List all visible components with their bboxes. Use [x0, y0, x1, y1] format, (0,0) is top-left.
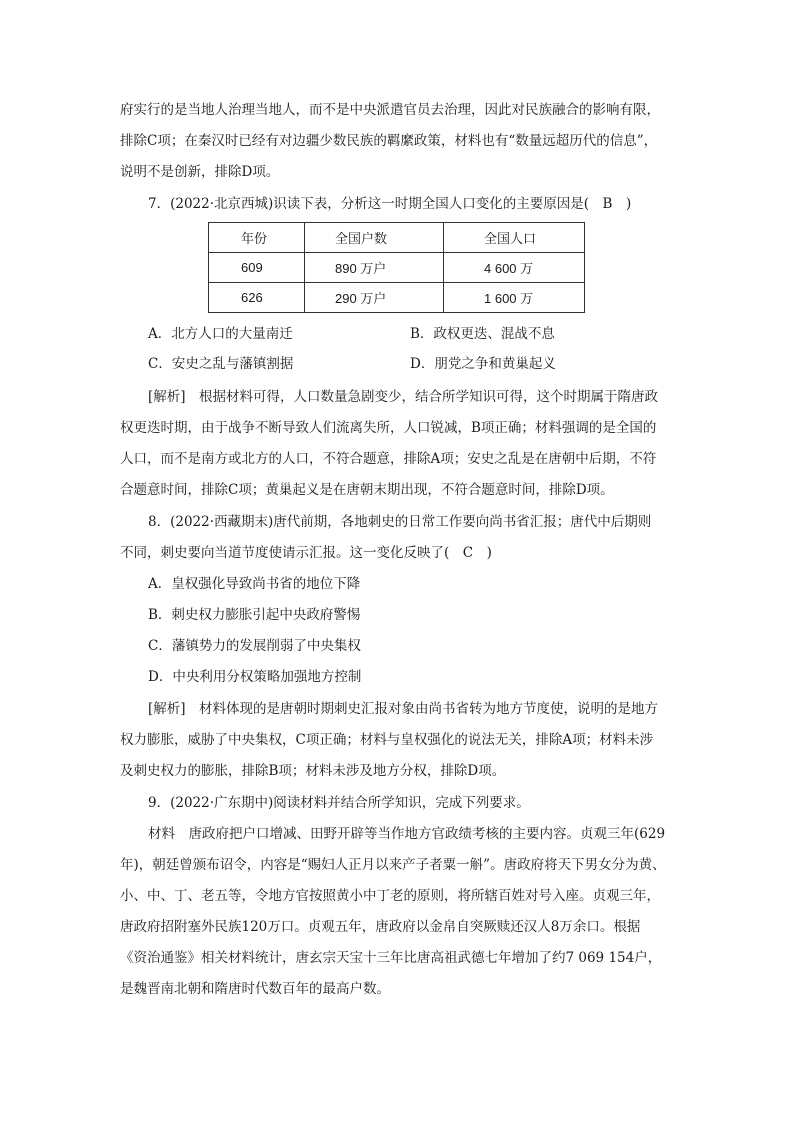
- population-table: [208, 222, 585, 313]
- option-b: B．政权更迭、混战不息: [410, 326, 555, 342]
- table-cell: 1 600 万: [484, 291, 534, 306]
- table-header-row: [209, 223, 585, 253]
- analysis-line: [解析] 根据材料可得，人口数量急剧变少，结合所学知识可得，这个时期属于隋唐政: [148, 389, 659, 405]
- material-line: 小、中、丁、老五等，令地方官按照黄小中丁老的原则，将所辖百姓对号入座。贞观三年，: [120, 888, 660, 904]
- analysis-line: 合题意时间，排除C项；黄巢起义是在唐朝末期出现，不符合题意时间，排除D项。: [120, 482, 614, 498]
- option-c: C．安史之乱与藩镇割据: [148, 356, 294, 372]
- option-d: D．朋党之争和黄巢起义: [410, 356, 556, 372]
- question-8-stem: 8．(2022·西藏期末)唐代前期，各地刺史的日常工作要向尚书省汇报；唐代中后期则: [148, 514, 652, 530]
- table-row: [209, 283, 585, 313]
- table-row: [209, 253, 585, 283]
- table-cell: 609: [241, 260, 263, 275]
- analysis-line: 权更迭时期，由于战争不断导致人们流离失所，人口锐减，B项正确；材料强调的是全国的: [120, 420, 657, 436]
- analysis-line: 及刺史权力的膨胀，排除B项；材料未涉及地方分权，排除D项。: [120, 763, 506, 779]
- text-line: 排除C项；在秦汉时已经有对边疆少数民族的羁縻政策，材料也有“数量远超历代的信息”，: [120, 133, 658, 149]
- analysis-line: 权力膨胀，威胁了中央集权，C项正确；材料与皇权强化的说法无关，排除A项；材料未涉: [120, 732, 654, 748]
- table-header-cell: 全国户数: [335, 231, 388, 246]
- material-line: 年)，朝廷曾颁布诏令，内容是“赐妇人正月以来产子者粟一斛”。唐政府将天下男女分为黄、: [120, 857, 666, 873]
- table-header-cell: 全国人口: [484, 231, 537, 246]
- option-a: A．皇权强化导致尚书省的地位下降: [148, 576, 361, 592]
- question-7-stem: 7．(2022·北京西城)识读下表，分析这一时期全国人口变化的主要原因是( B ): [148, 196, 632, 212]
- question-9-stem: 9．(2022·广东期中)阅读材料并结合所学知识，完成下列要求。: [148, 795, 530, 811]
- table-cell: 890 万户: [335, 261, 387, 276]
- material-line: 是魏晋南北朝和隋唐时代数百年的最高户数。: [120, 981, 390, 997]
- table-cell: 290 万户: [335, 291, 387, 306]
- table-cell: 4 600 万: [484, 261, 534, 276]
- material-line: 《资治通鉴》相关材料统计，唐玄宗天宝十三年比唐高祖武德七年增加了约7 069 154户，: [120, 950, 662, 966]
- analysis-line: 人口，而不是南方或北方的人口，不符合题意，排除A项；安史之乱是在唐朝中后期，不符: [120, 451, 657, 467]
- text-line: 府实行的是当地人治理当地人，而不是中央派遣官员去治理，因此对民族融合的影响有限，: [120, 102, 660, 118]
- material-line: 唐政府招附塞外民族120万口。贞观五年，唐政府以金帛自突厥赎还汉人8万余口。根据: [120, 919, 641, 935]
- option-b: B．刺史权力膨胀引起中央政府警惕: [148, 607, 361, 623]
- option-a: A．北方人口的大量南迁: [148, 326, 293, 342]
- table-header-cell: 年份: [241, 231, 268, 246]
- text-line: 说明不是创新，排除D项。: [120, 164, 280, 180]
- option-c: C．藩镇势力的发展削弱了中央集权: [148, 638, 361, 654]
- option-d: D．中央利用分权策略加强地方控制: [148, 669, 362, 685]
- analysis-line: [解析] 材料体现的是唐朝时期刺史汇报对象由尚书省转为地方节度使，说明的是地方: [148, 701, 659, 717]
- question-8-stem: 不同，刺史要向当道节度使请示汇报。这一变化反映了( C ): [120, 545, 492, 561]
- table-cell: 626: [241, 290, 263, 305]
- material-line: 材料 唐政府把户口增减、田野开辟等当作地方官政绩考核的主要内容。贞观三年(629: [148, 826, 666, 842]
